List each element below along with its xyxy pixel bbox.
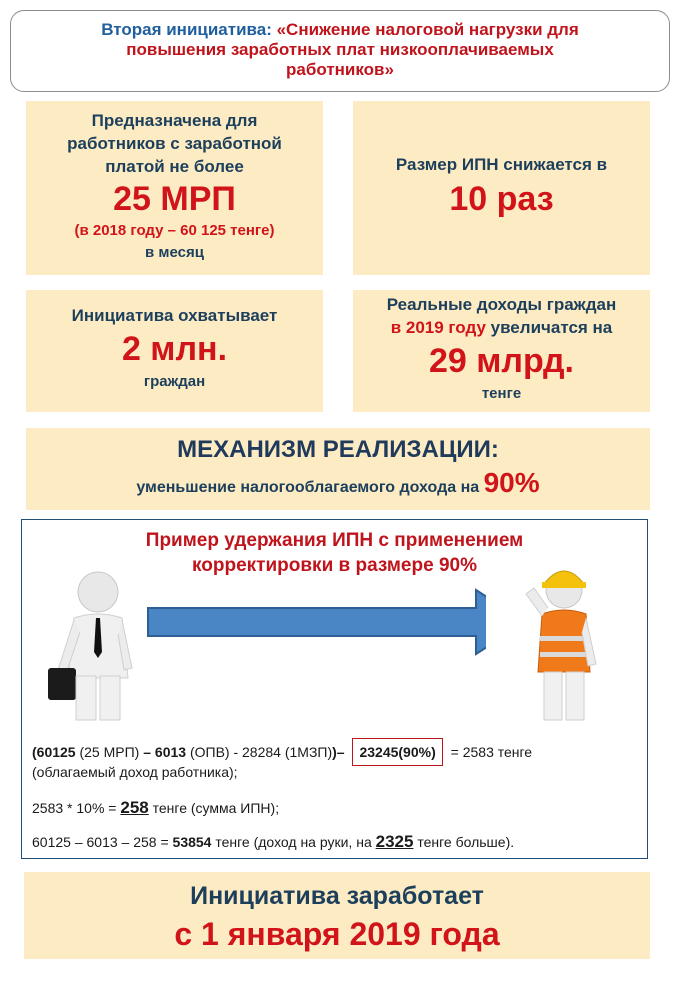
card4-big: 29 млрд. (429, 342, 574, 380)
title-line1: «Снижение налоговой нагрузки для (276, 20, 579, 39)
example-title-line2: корректировки в размере 90% (192, 555, 477, 576)
title-line3: работников» (286, 60, 394, 79)
f2-b: тенге (сумма ИПН); (148, 800, 280, 816)
example-title-line1: Пример удержания ИПН с применением (145, 530, 524, 551)
card1-line3: платой не более (105, 157, 244, 176)
card3-big: 2 млн. (121, 330, 228, 368)
title-prefix: Вторая инициатива: (101, 20, 277, 39)
f1-b: (25 МРП) (75, 744, 144, 760)
mechanism-desc: уменьшение налогооблагаемого дохода на (136, 479, 484, 496)
f2-val: 258 (120, 798, 149, 817)
f3-c: тенге (доход на руки, на (211, 834, 376, 850)
card1-line1: Предназначена для (91, 111, 258, 130)
card4-line1: Реальные доходы граждан (386, 295, 617, 314)
card1-line2: работников с заработной (67, 134, 282, 153)
f2-a: 2583 * 10% = (32, 800, 121, 816)
final-box (24, 872, 650, 959)
card-coverage (26, 290, 323, 412)
f1-box: 23245(90%) (352, 738, 442, 766)
card4-line2-rest: увеличатся на (485, 318, 613, 337)
card2-line1: Размер ИПН снижается в (395, 155, 608, 174)
mechanism-box (26, 428, 650, 510)
card1-suffix: в месяц (145, 244, 204, 261)
right-arrow-icon (146, 586, 530, 658)
card1-big: 25 МРП (113, 180, 236, 218)
title-line2: повышения заработных плат низкооплачиваемых (126, 40, 554, 59)
card3-line1: Инициатива охватывает (71, 306, 278, 325)
final-line1: Инициатива заработает (190, 882, 484, 910)
title-box (10, 10, 670, 92)
card-ipn-reduction (353, 101, 650, 275)
card1-note: (в 2018 году – 60 125 тенге) (74, 222, 275, 239)
example-box (21, 519, 648, 859)
card4-suffix: тенге (481, 385, 522, 402)
f1-e: )– (332, 744, 345, 760)
f1-a: (60125 (32, 744, 76, 760)
f3-a: 60125 – 6013 – 258 = (32, 834, 173, 850)
f1-c: – 6013 (143, 744, 187, 760)
f1-f: = 2583 тенге (446, 744, 533, 760)
formula-2 (32, 798, 279, 818)
f3-val: 2325 (375, 832, 414, 851)
worker-icon (486, 560, 636, 725)
f1-line2: (облагаемый доход работника); (32, 764, 238, 780)
formula-1 (32, 738, 642, 782)
card2-big: 10 раз (449, 180, 554, 218)
card4-line2-red: в 2019 году (390, 318, 486, 337)
card3-suffix: граждан (143, 373, 206, 390)
card-target-workers (26, 101, 323, 275)
mechanism-pct: 90% (483, 467, 540, 498)
formula-3 (32, 832, 514, 852)
final-line2: с 1 января 2019 года (174, 916, 500, 952)
card-income-growth (353, 290, 650, 412)
mechanism-title: МЕХАНИЗМ РЕАЛИЗАЦИИ: (177, 436, 499, 463)
f1-d: (ОПВ) - 28284 (1МЗП) (186, 744, 333, 760)
f3-b: 53854 (172, 834, 212, 850)
f3-d: тенге больше). (413, 834, 515, 850)
